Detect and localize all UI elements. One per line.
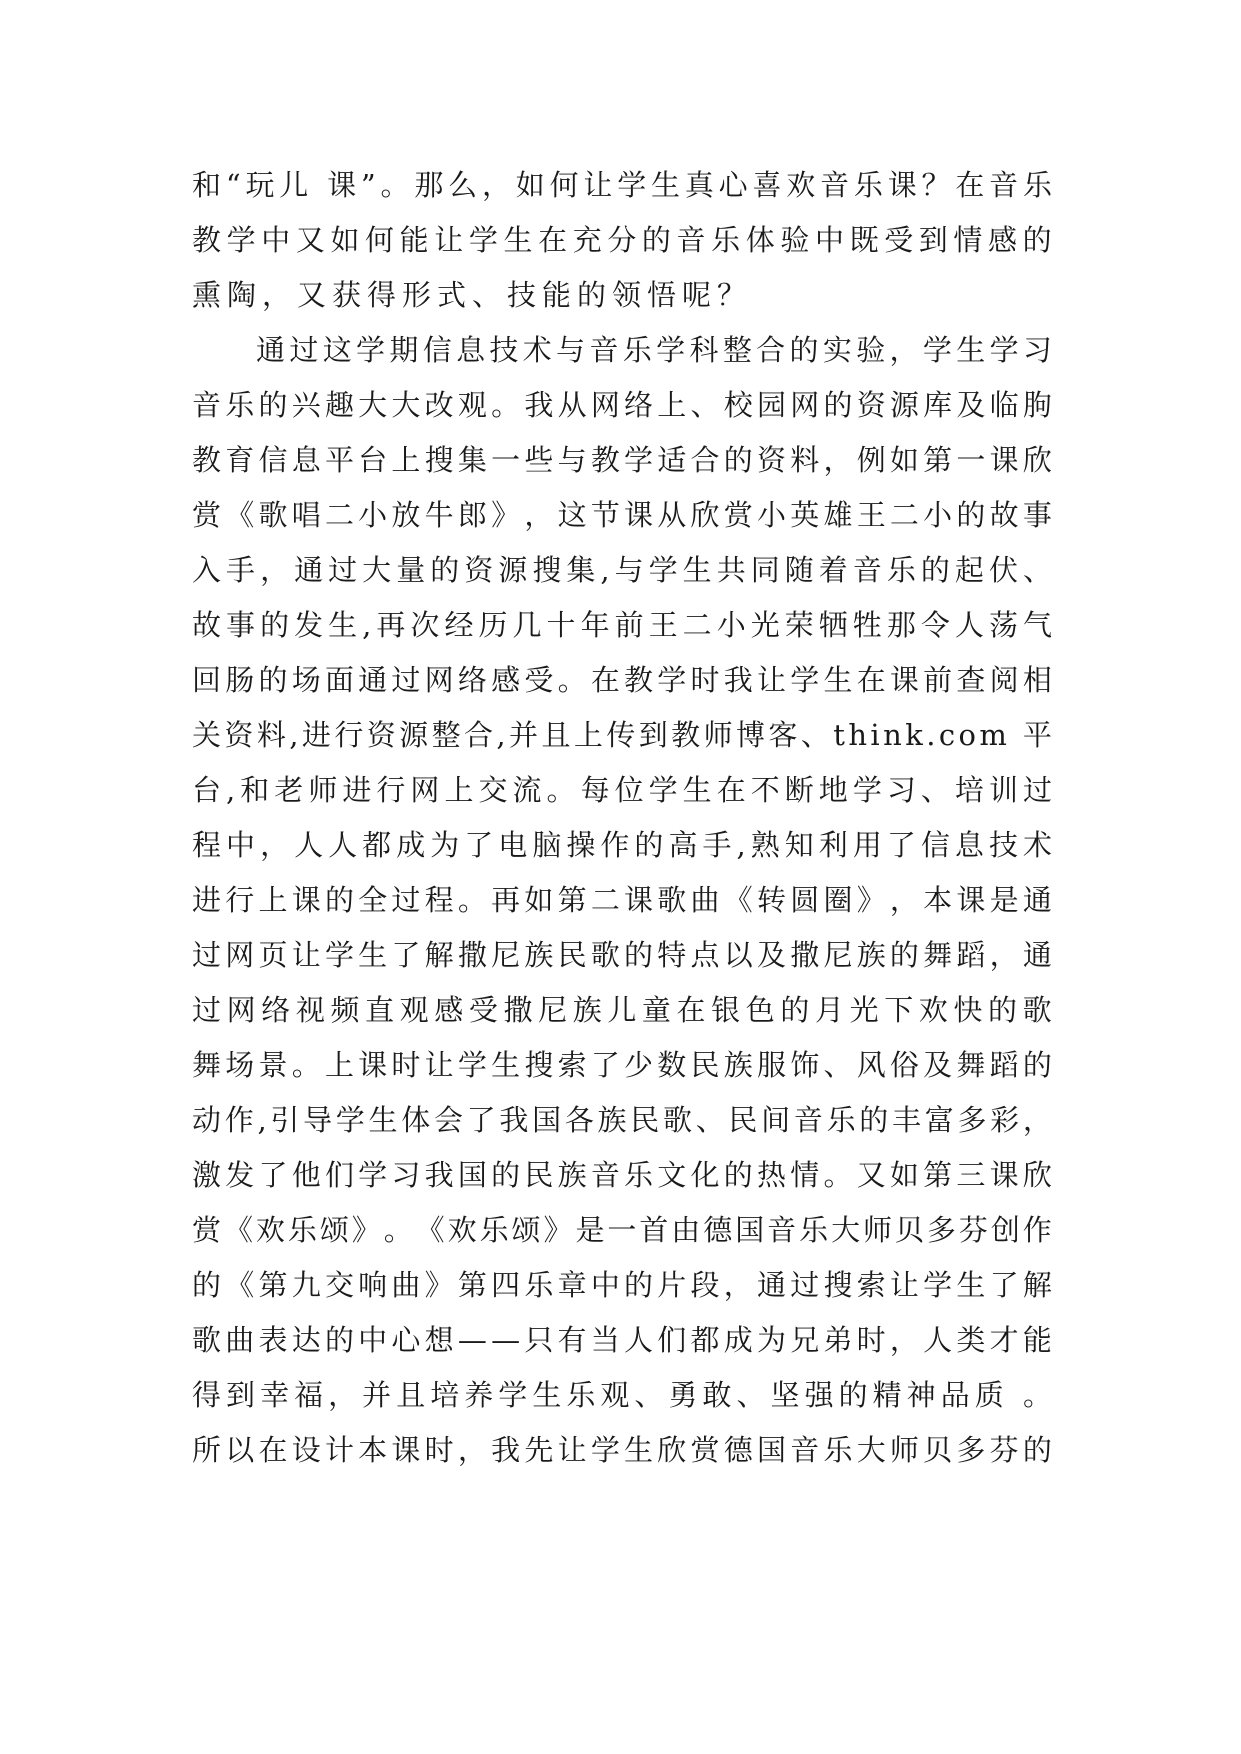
paragraph-line: 的 《 第 九 交 响 曲 》 第 四 乐 章 中 的 片 段 ， 通 过 搜 索 让 学 生 了 解 xyxy=(192,1268,1052,1302)
paragraph-line: 程 中 ， 人 人 都 成 为 了 电 脑 操 作 的 高 手 , 熟 知 利 用 了 信 息 技 术 xyxy=(192,828,1052,862)
paragraph-line: 动 作 , 引 导 学 生 体 会 了 我 国 各 族 民 歌 、 民 间 音 乐 的 丰 富 多 彩 ， xyxy=(192,1103,1052,1137)
paragraph-line: 进 行 上 课 的 全 过 程 。 再 如 第 二 课 歌 曲 《 转 圆 圈 》 ， 本 课 是 通 xyxy=(192,883,1052,917)
paragraph-line: 教 育 信 息 平 台 上 搜 集 一 些 与 教 学 适 合 的 资 料 ， 例 如 第 一 课 欣 xyxy=(192,443,1052,477)
paragraph-line: 过 网 页 让 学 生 了 解 撒 尼 族 民 歌 的 特 点 以 及 撒 尼 族 的 舞 蹈 ， 通 xyxy=(192,938,1052,972)
paragraph-1 xyxy=(192,158,1052,323)
paragraph-line: 教 学 中 又 如 何 能 让 学 生 在 充 分 的 音 乐 体 验 中 既 受 到 情 感 的 xyxy=(192,223,1052,257)
paragraph-line: 舞 场 景 。 上 课 时 让 学 生 搜 索 了 少 数 民 族 服 饰 、 风 俗 及 舞 蹈 的 xyxy=(192,1048,1052,1082)
paragraph-line: 歌 曲 表 达 的 中 心 想 — — 只 有 当 人 们 都 成 为 兄 弟 时 ， 人 类 才 能 xyxy=(192,1323,1052,1357)
paragraph-line: 故 事 的 发 生 , 再 次 经 历 几 十 年 前 王 二 小 光 荣 牺 牲 那 令 人 荡 气 xyxy=(192,608,1052,642)
paragraph-line: 赏 《 欢 乐 颂 》 。 《 欢 乐 颂 》 是 一 首 由 德 国 音 乐 大 师 贝 多 芬 创 作 xyxy=(192,1213,1052,1247)
paragraph-line: 激 发 了 他 们 学 习 我 国 的 民 族 音 乐 文 化 的 热 情 。 又 如 第 三 课 欣 xyxy=(192,1158,1052,1192)
paragraph-line: 得 到 幸 福 ， 并 且 培 养 学 生 乐 观 、 勇 敢 、 坚 强 的 精 神 品 质 。 xyxy=(192,1378,1052,1412)
paragraph-line: 所 以 在 设 计 本 课 时 ， 我 先 让 学 生 欣 赏 德 国 音 乐 大 师 贝 多 芬 的 xyxy=(192,1433,1052,1467)
paragraph-line: 通 过 这 学 期 信 息 技 术 与 音 乐 学 科 整 合 的 实 验 ， 学 生 学 习 xyxy=(256,333,1052,367)
paragraph-line: 过 网 络 视 频 直 观 感 受 撒 尼 族 儿 童 在 银 色 的 月 光 下 欢 快 的 歌 xyxy=(192,993,1052,1027)
paragraph-line: 台 , 和 老 师 进 行 网 上 交 流 。 每 位 学 生 在 不 断 地 学 习 、 培 训 过 xyxy=(192,773,1052,807)
paragraph-line: 入 手 ， 通 过 大 量 的 资 源 搜 集 , 与 学 生 共 同 随 着 音 乐 的 起 伏 、 xyxy=(192,553,1052,587)
paragraph-line: 和 “ 玩 儿 课 ” 。 那 么 ， 如 何 让 学 生 真 心 喜 欢 音 乐 课 ？ 在 音 乐 xyxy=(192,168,1052,202)
paragraph-2 xyxy=(192,323,1052,1478)
paragraph-line: 熏陶，又获得形式、技能的领悟呢？ xyxy=(192,278,753,312)
paragraph-line: 音 乐 的 兴 趣 大 大 改 观 。 我 从 网 络 上 、 校 园 网 的 资 源 库 及 临 朐 xyxy=(192,388,1052,422)
paragraph-line: 关 资 料 , 进 行 资 源 整 合 , 并 且 上 传 到 教 师 博 客 、 t h i n k . c o m 平 xyxy=(192,718,1052,752)
paragraph-line: 赏 《 歌 唱 二 小 放 牛 郎 》 ， 这 节 课 从 欣 赏 小 英 雄 王 二 小 的 故 事 xyxy=(192,498,1052,532)
paragraph-line: 回 肠 的 场 面 通 过 网 络 感 受 。 在 教 学 时 我 让 学 生 在 课 前 查 阅 相 xyxy=(192,663,1052,697)
